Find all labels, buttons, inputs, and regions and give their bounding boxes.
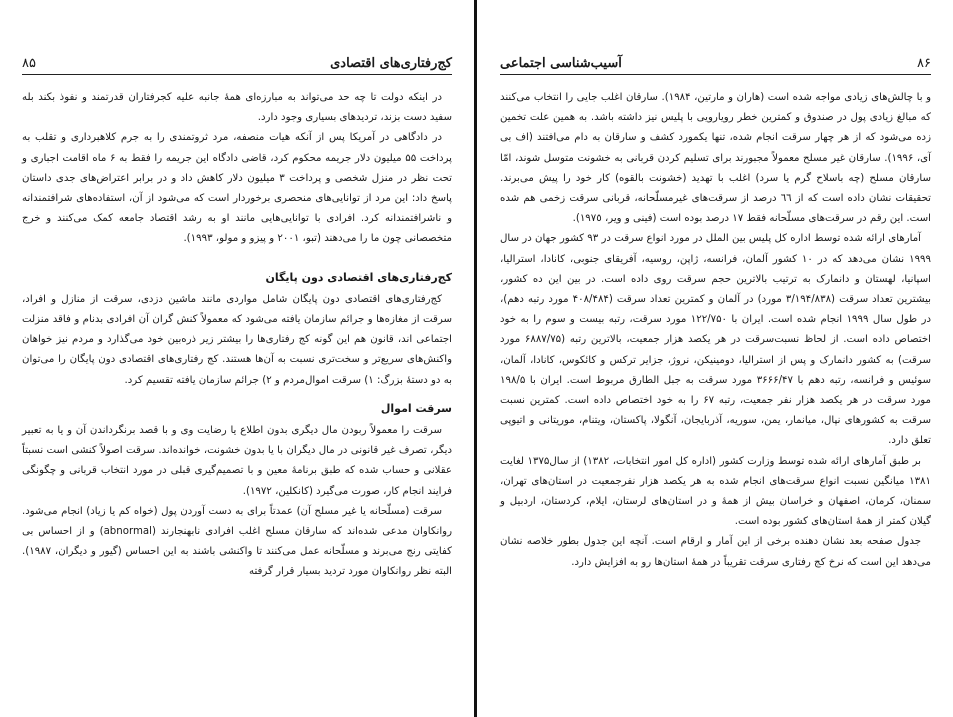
paragraph: در اینکه دولت تا چه حد می‌تواند به مبارزه‌ای همهٔ جانبه علیه کجرفتاران قدرتمند و نفوذ بکند بله سفید دست بزند، تردیدهای بسیاری وجود دارد.	[22, 92, 452, 124]
paragraph: کج‌رفتاری‌های اقتصادی دون پایگان شامل مواردی مانند ماشین دزدی، سرقت از منازل و افراد، سرقت از مغازه‌ها و جرائم سازمان یافته می‌شود که معمولاً کنش گران آن افرادی بدنام و فاقد منزلت اجتماعی اند، قانون هم این گونه کج رفتاری‌ها را بیشتر زیر ذره‌بین خود می‌گذارد و مردم نیز خواهان واکنش‌های سریع‌تر و سخت‌تری نسبت به آن‌ها هستند. کج رفتاری‌های اقتصادی دون پایگان را می‌توان به دو دستهٔ بزرگ: ۱) سرقت اموال‌مردم و ۲) جرائم سازمان یافته تقسیم کرد.	[22, 293, 452, 386]
right-page-body	[500, 88, 931, 573]
paragraph: در دادگاهی در آمریکا پس از آنکه هیات منصفه، مرد ثروتمندی را به جرم کلاهبرداری و تقلب به پرداخت ۵۵ میلیون دلار جریمه محکوم کرد، قاضی دادگاه این جریمه را فقط به ۶ ماه اقامت اجباری و تحت نظر در منزل شخصی و پرداخت ۳ میلیون دلار کاهش داد و در برابر اعتراض‌های جدی داستان پاسخ داد: این مرد از توانایی‌های منحصری برخوردار است که می‌شود از آن، استفاده‌های شرافتمندانه و ناشرافتمندانه کرد. افرادی با توانایی‌هایی مانند او به رشد اقتصاد جامعه کمک می‌کنند و خرج متخصصانی چون ما را می‌دهند (تبو، ۲۰۰۱ و پیزو و مولو، ۱۹۹۳).	[22, 132, 453, 245]
left-page-body	[22, 88, 452, 583]
running-title: کج‌رفتاری‌های اقتصادی	[330, 56, 452, 71]
paragraph: سرقت را معمولاً ربودن مال دیگری بدون اطلاع یا رضایت وی و با قصد برنگرداندن آن و یا به تعبیر دیگر، تصرف غیر قانونی در مال دیگران با یا بدون خشونت، خوانده‌اند. سرقت اصولاً کنشی است نسبتاً عقلانی و حساب شده که طبق برنامهٔ معین و با تصمیم‌گیری قبلی در مورد انتخاب قربانی و چگونگی فرایند انجام کار، صورت می‌گیرد (کانکلین، ۱۹۷۲).	[22, 425, 452, 497]
paragraph: سرقت (مسلّحانه یا غیر مسلح آن) عمدتاً برای به دست آوردن پول (خواه کم یا زیاد) انجام می‌شود. روانکاوان مدعی شده‌اند که سارقان مسلح اغلب افرادی نابهنجارند (abnormal) و از احساس بی کفایتی رنج می‌برند و مسلّحانه عمل می‌کنند تا واکنشی باشند به این احساس (گیور و دیگران، ۱۹۸۷). البته نظر روانکاوان مورد تردید بسیار قرار گرفته	[22, 505, 452, 578]
left-page-header	[22, 48, 452, 75]
left-page	[0, 0, 470, 717]
section-heading: کج‌رفتاری‌های اقتصادی دون پایگان	[265, 270, 452, 284]
page-number: ۸۵	[22, 56, 36, 71]
paragraph: بر طبق آمارهای ارائه شده توسط وزارت کشور (اداره کل امور انتخابات، ۱۳۸۲) از سال۱۳۷۵ لغایت ۱۳۸۱ میانگین نسبت انواع سرقت‌های انجام شده به هر یکصد هزار نفرجمعیت در استان‌های تهران، سمنان، کرمان، اصفهان و خراسان بیش از همهٔ و در استان‌های لرستان، ایلام، کردستان، اردبیل و گیلان کمتر از همهٔ استان‌های کشور بوده است.	[500, 455, 931, 528]
page-gutter	[474, 0, 477, 717]
paragraph: و با چالش‌های زیادی مواجه شده است (هاران و مارتین، ۱۹۸۴). سارقان اغلب جایی را انتخاب می‌کنند که مبالغ زیادی پول در صندوق و کمترین خطر رویارویی با پلیس نیز داشته باشد. به همین علت تخمین زده می‌شود که از هر چهار سرقت انجام شده، تنها یکمورد کشف و سارقان به دام می‌افتند (اف بی آی، ۱۹۹۶). سارقان غیر مسلح معمولاً مجبورند برای تسلیم کردن قربانی به خشونت متوسل شوند، امّا سارقان مسلح (چه باسلاح گرم یا سرد) اغلب با تهدید (خشونت بالقوه) کار خود را پیش می‌برند. تحقیقات نشان داده است که از ٦٦ درصد از سرقت‌های غیرمسلّحانه، قربانی سرقت زخمی هم شده است. این رقم در سرقت‌های مسلّحانه فقط ١٧ درصد بوده است (فینی و ویر، ١٩٧٥).	[500, 92, 931, 225]
page-number: ۸۶	[917, 56, 931, 71]
right-page	[480, 0, 953, 717]
paragraph: آمارهای ارائه شده توسط اداره کل پلیس بین الملل در مورد انواع سرقت در ۹۳ کشور جهان در سال ۱۹۹۹ نشان می‌دهد که در ۱۰ کشور آلمان، فرانسه، ژاپن، روسیه، آفریقای جنوبی، کانادا، استرالیا، اسپانیا، لهستان و دانمارک به ترتیب بالاترین حجم سرقت روی داده است. در بین این ده کشور، بیشترین تعداد سرقت (۳/۱۹۴/۸۳۸ مورد) در آلمان و کمترین تعداد سرقت (۴۰۸/۴۸۴ مورد رتبه دهم)، در طول سال ۱۹۹۹ انجام شده است. ایران با ۱۲۲/۷۵۰ مورد سرقت، رتبه بیست و سوم را به خود اختصاص داده است. از لحاظ نسبت‌سرقت در هر یکصد هزار جمعیت، بالاترین رتبه (۶۸۸۷/۷۵ مورد سرقت) به کشور دانمارک و پس از استرالیا، دومینیکن، نروژ، جزایر ترکس و کائکوس، کانادا، آلمان، سوئیس و فرانسه، رتبه دهم با ۳۶۶۶/۴۷ مورد سرقت به جبل الطارق مربوط است. ایران با ۱۹۸/۵ مورد سرقت در هر یکصد هزار نفر جمعیت، رتبه ۶۷ را به خود اختصاص داده است. کمترین نسبت سرقت به کشورهای نپال، میانمار، یمن، سوریه، آذربایجان، آنگولا، پاکستان، ویتنام، موریتانی و اتیوپی تعلق دارد.	[500, 233, 932, 447]
right-page-header	[500, 48, 931, 75]
running-title: آسیب‌شناسی اجتماعی	[500, 56, 622, 71]
subsection-heading: سرقت اموال	[380, 401, 452, 415]
paragraph: جدول صفحه بعد نشان دهنده برخی از این آمار و ارقام است. آنچه این جدول بطور خلاصه نشان می‌دهد این است که نرخ کج رفتاری سرقت تقریباً در همهٔ استان‌ها رو به افزایش دارد.	[500, 536, 931, 568]
